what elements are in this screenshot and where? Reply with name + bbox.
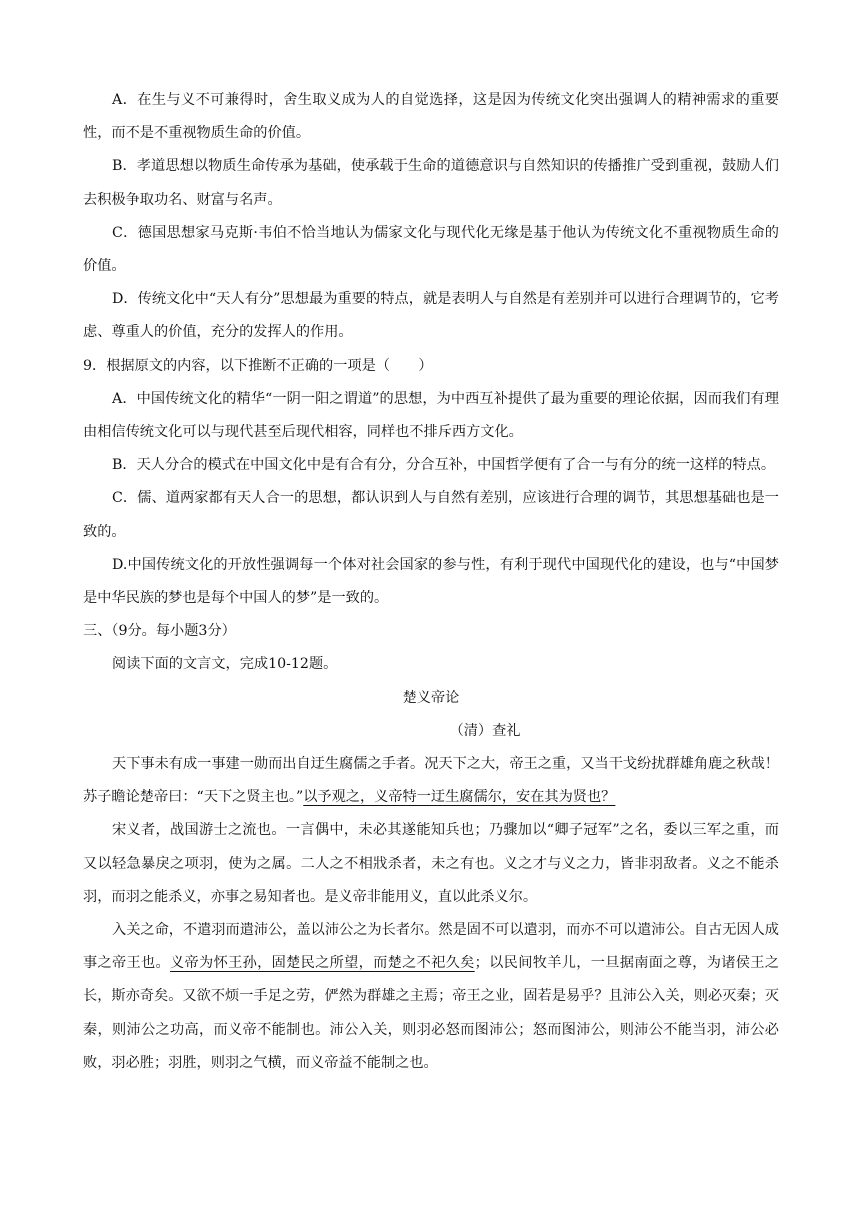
q8-option-a: A．在生与义不可兼得时，舍生取义成为人的自觉选择，这是因为传统文化突出强调人的精神需求的重要性，而不是不重视物质生命的价值。 [83,92,779,142]
q9-option-d: D.中国传统文化的开放性强调每一个体对社会国家的参与性，有利于现代中国现代化的建设，也与“中国梦是中华民族的梦也是每个中国人的梦”是一致的。 [83,556,779,607]
passage-p1-underlined: 以予观之，义帝特一迂生腐儒尔，安在其为贤也？ [303,789,616,806]
passage-p1-text: 天下事未有成一事建一勋而出自迂生腐儒之手者。况天下之大，帝王之重，又当干戈纷扰群雄角鹿之秋哉！苏子瞻论楚帝曰：“天下之贤主也。” [83,756,779,806]
passage-title: 楚义帝论 [402,689,460,706]
q9-option-b: B．天人分合的模式在中国文化中是有合有分，分合互补，中国哲学便有了合一与有分的统一这样的特点。 [112,457,776,474]
passage-p3-text-start: 入关之命，不遣羽而遣沛公，盖以沛公之为长者尔。然是固不可以遣羽，而亦不可以遣沛公。自古无因人成事之帝王也。 [83,922,779,972]
passage-p3-text-end: ；以民间牧羊儿，一旦据南面之尊，为诸侯王之长，斯亦奇矣。又欲不烦一手足之劳，俨然为群雄之主焉；帝王之业，固若是易乎？且沛公入关，则必灭秦；灭秦，则沛公之功高，而义帝不能制也。沛公入关，则羽必怒而图沛公；怒而图沛公，则沛公不能当羽，沛公必败，羽必胜；羽胜，则羽之气横，而义帝益不能制之也。 [83,955,779,1071]
passage-p3-underlined: 义帝为怀王孙，固楚民之所望，而楚之不祀久矣 [170,955,475,972]
q8-option-c: C．德国思想家马克斯·韦伯不恰当地认为儒家文化与现代化无缘是基于他认为传统文化不重视物质生命的价值。 [83,224,779,275]
q9-option-c: C．儒、道两家都有天人合一的思想，都认识到人与自然有差别，应该进行合理的调节，其思想基础也是一致的。 [83,490,779,540]
passage-paragraph-3 [83,914,779,1080]
section-instruction: 阅读下面的文言文，完成10-12题。 [112,656,338,673]
page-content [83,84,779,1080]
q9-option-a: A．中国传统文化的精华“一阴一阳之谓道”的思想，为中西互补提供了最为重要的理论依据，因而我们有理由相信传统文化可以与现代甚至后现代相容，同样也不排斥西方文化。 [83,390,779,441]
q8-option-d: D．传统文化中“天人有分”思想最为重要的特点，就是表明人与自然是有差别并可以进行合理调节的，它考虑、尊重人的价值，充分的发挥人的作用。 [83,291,779,341]
passage-paragraph-2: 宋义者，战国游士之流也。一言偶中，未必其遂能知兵也；乃骤加以“卿子冠军”之名，委以三军之重，而又以轻急暴戾之项羽，使为之属。二人之不相戕杀者，未之有也。义之才与义之力，皆非羽敌者。义之不能杀羽，而羽之能杀义，亦事之易知者也。是义帝非能用义，直以此杀义尔。 [83,822,779,905]
section-header: 三、（9分。每小题3分） [83,623,236,640]
q8-option-b: B．孝道思想以物质生命传承为基础，使承载于生命的道德意识与自然知识的传播推广受到重视，鼓励人们去积极争取功名、财富与名声。 [83,158,779,208]
passage-author [83,715,779,748]
passage-paragraph-1 [83,748,779,814]
passage-author-text: （清）查礼 [449,722,521,739]
q9-stem: 9．根据原文的内容，以下推断不正确的一项是（ ） [83,357,433,374]
